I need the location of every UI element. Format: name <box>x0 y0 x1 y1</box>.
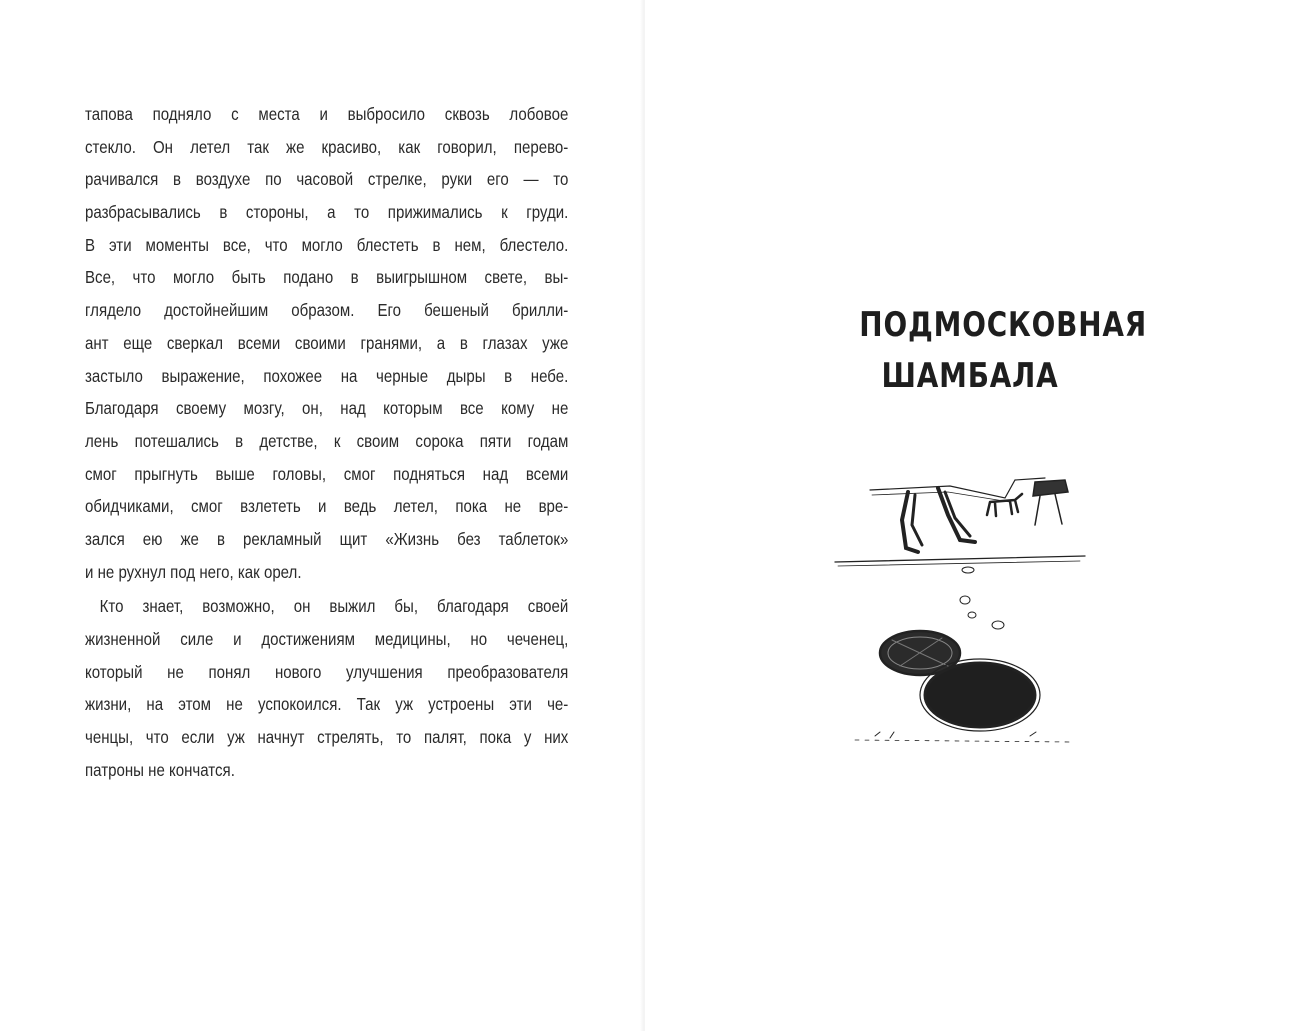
text-line: обидчиками, смог взлететь и ведь летел, пока не вре- <box>85 496 569 517</box>
text-line: смог прыгнуть выше головы, смог подняться над всеми <box>85 463 569 484</box>
text-line: разбрасывались в стороны, а то прижимались к груди. <box>85 202 569 223</box>
text-line: В эти моменты все, что могло блестеть в нем, блестело. <box>85 234 569 255</box>
chapter-title-line-2: ШАМБАЛА <box>881 356 1059 396</box>
text-line: который не понял нового улучшения преобразователя <box>85 661 569 682</box>
text-line: глядело достойнейшим образом. Его бешеный брилли- <box>85 300 569 321</box>
text-line: рачивался в воздухе по часовой стрелке, руки его — то <box>85 169 569 190</box>
text-line: стекло. Он летел так же красиво, как говорил, перево- <box>85 136 569 157</box>
text-line: застыло выражение, похожее на черные дыры в небе. <box>85 365 569 386</box>
text-line: ченцы, что если уж начнут стрелять, то палят, пока у них <box>85 727 569 748</box>
text-line: и не рухнул под него, как орел. <box>85 561 302 582</box>
text-line: ант еще сверкал всеми своими гранями, а в глазах уже <box>85 332 569 353</box>
left-page <box>0 0 640 1031</box>
text-line: зался ею же в рекламный щит «Жизнь без таблеток» <box>85 528 569 549</box>
text-line: жизненной силе и достижениям медицины, но чеченец, <box>85 629 569 649</box>
text-line: Благодаря своему мозгу, он, над которым все кому не <box>85 398 569 419</box>
chapter-title <box>859 300 1148 402</box>
text-line: Кто знает, возможно, он выжил бы, благодаря своей <box>99 596 569 617</box>
text-line: тапова подняло с места и выбросило сквозь лобовое <box>85 104 569 124</box>
text-line: Все, что могло быть подано в выигрышном свете, вы- <box>85 267 569 288</box>
text-line: патроны не кончатся. <box>85 759 235 780</box>
sketch-manhole-street-icon <box>830 470 1095 770</box>
body-text <box>85 98 568 786</box>
chapter-title-line-1: ПОДМОСКОВНАЯ <box>859 305 1148 345</box>
text-line: жизни, на этом не успокоился. Так уж устроены эти че- <box>85 694 569 715</box>
text-line: лень потешались в детстве, к своим сорока пяти годам <box>85 430 569 451</box>
